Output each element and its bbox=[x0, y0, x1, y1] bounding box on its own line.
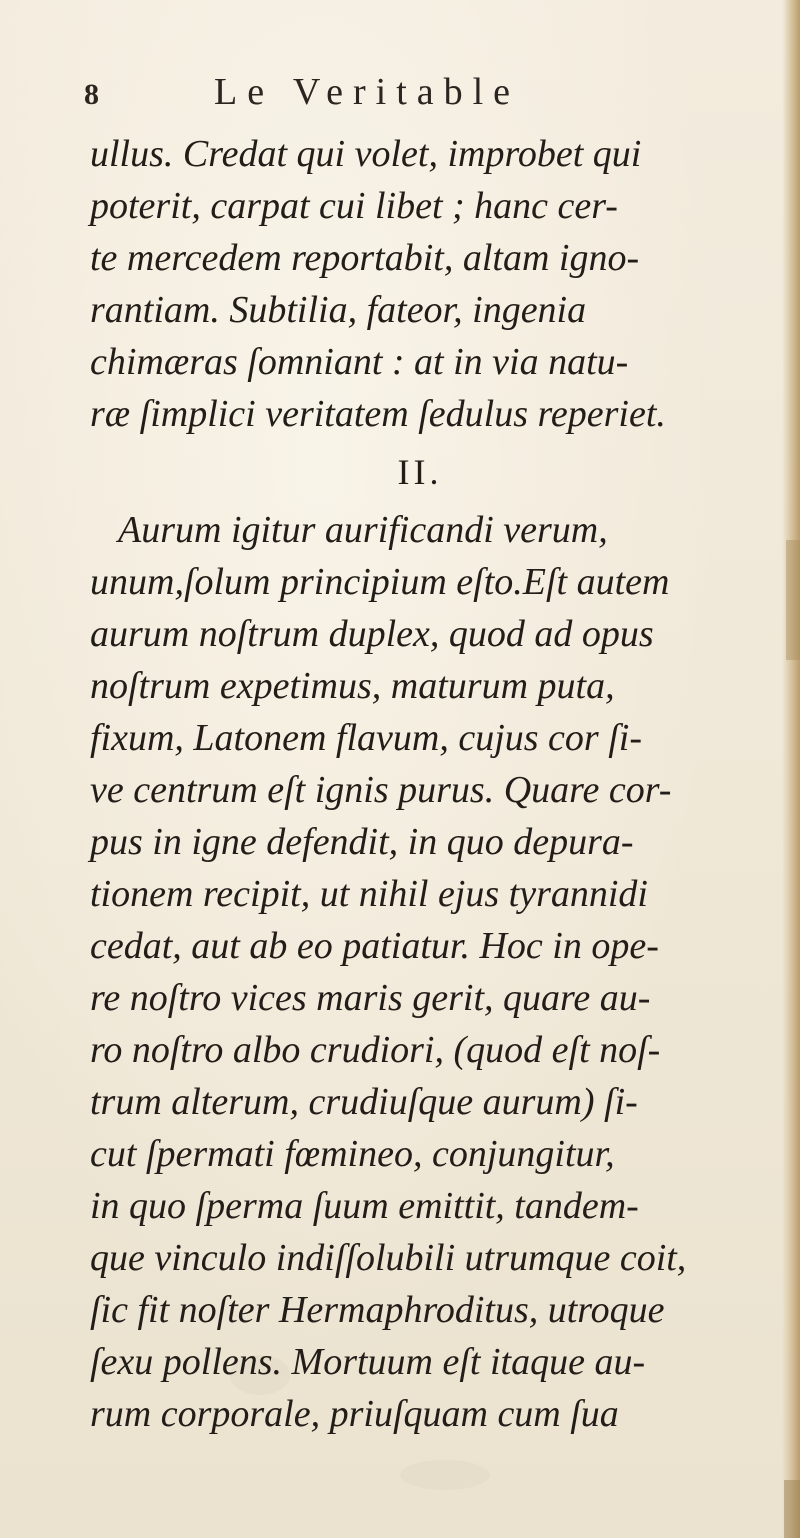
text-line: que vinculo indiſſolubili utrumque coit, bbox=[90, 1237, 687, 1279]
text-line: noſtrum expetimus, maturum puta, bbox=[90, 665, 615, 707]
text-line: ſic fit noſter Hermaphroditus, utroque bbox=[90, 1289, 665, 1331]
text-line: in quo ſperma ſuum emittit, tandem- bbox=[90, 1185, 639, 1227]
text-line: trum alterum, crudiuſque aurum) ſi- bbox=[90, 1081, 638, 1123]
text-line: ræ ſimplici veritatem ſedulus reperiet. bbox=[90, 393, 666, 435]
text-line: ro noſtro albo crudiori, (quod eſt noſ- bbox=[90, 1029, 661, 1071]
text-line: ſexu pollens. Mortuum eſt itaque au- bbox=[90, 1341, 646, 1383]
text-line: poterit, carpat cui libet ; hanc cer- bbox=[90, 185, 618, 227]
text-line: ullus. Credat qui volet, improbet qui bbox=[90, 133, 642, 175]
text-line: re noſtro vices maris gerit, quare au- bbox=[90, 977, 651, 1019]
edge-stain bbox=[786, 540, 800, 660]
text-line: tionem recipit, ut nihil ejus tyrannidi bbox=[90, 873, 648, 915]
text-line: fixum, Latonem flavum, cujus cor ſi- bbox=[90, 717, 642, 759]
text-line: unum,ſolum principium eſto.Eſt autem bbox=[90, 561, 670, 603]
running-head: Le Veritable bbox=[214, 71, 521, 113]
body-text bbox=[90, 128, 750, 1440]
page-edge bbox=[782, 0, 800, 1538]
text-line: pus in igne defendit, in quo depura- bbox=[90, 821, 634, 863]
page-number: 8 bbox=[84, 78, 99, 111]
page-header bbox=[84, 70, 644, 126]
text-line: aurum noſtrum duplex, quod ad opus bbox=[90, 613, 654, 655]
ink-bleed bbox=[400, 1460, 490, 1490]
text-line: cut ſpermati fœmineo, conjungitur, bbox=[90, 1133, 615, 1175]
text-line: Aurum igitur aurificandi verum, bbox=[118, 509, 608, 551]
text-line: rum corporale, priuſquam cum ſua bbox=[90, 1393, 619, 1435]
section-number: II. bbox=[397, 452, 443, 492]
text-line: rantiam. Subtilia, fateor, ingenia bbox=[90, 289, 587, 331]
text-line: ve centrum eſt ignis purus. Quare cor- bbox=[90, 769, 672, 811]
text-line: cedat, aut ab eo patiatur. Hoc in ope- bbox=[90, 925, 659, 967]
text-line: te mercedem reportabit, altam igno- bbox=[90, 237, 640, 279]
text-line: chimæras ſomniant : at in via natu- bbox=[90, 341, 629, 383]
edge-stain bbox=[784, 1480, 800, 1538]
